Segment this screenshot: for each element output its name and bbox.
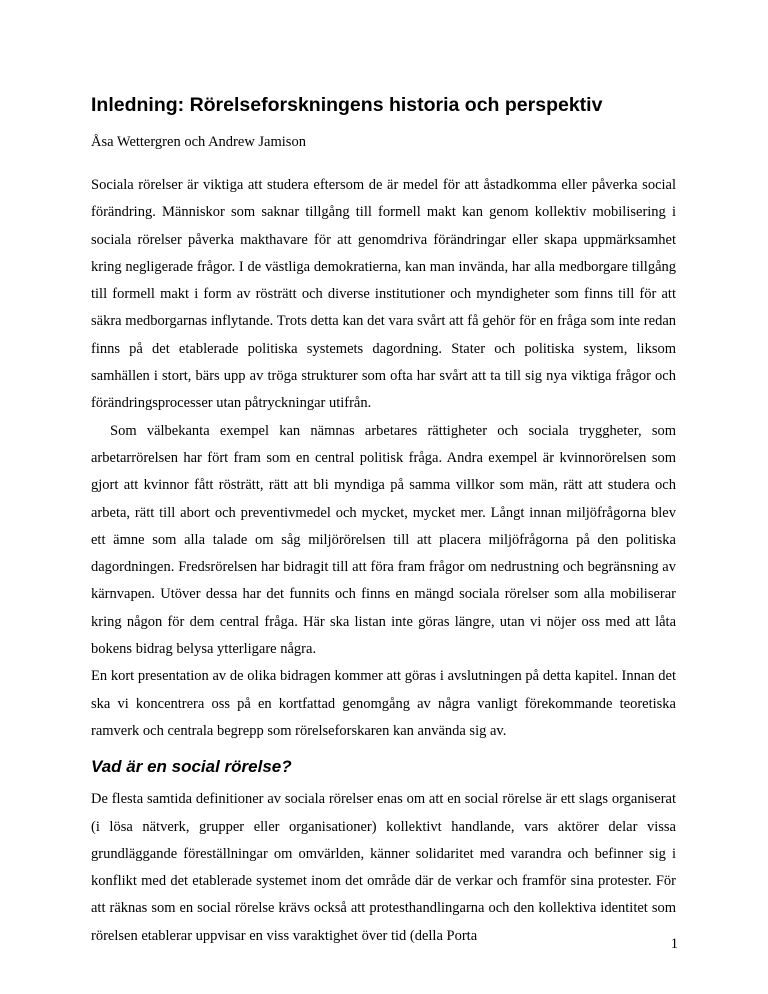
page-number: 1 xyxy=(670,936,678,952)
section-heading: Vad är en social rörelse? xyxy=(91,757,292,777)
intro-paragraph-1: Sociala rörelser är viktiga att studera eftersom de är medel för att åstadkomma eller påverka social förändring. Människor som saknar tillgång till formell makt kan genom kollektiv mobilisering i sociala rörelser påverka makthavare för att genomdriva förändringar eller skapa uppmärksamhet kring negligerade frågor. I de västliga demokratierna, kan man invända, har alla medborgare tillgång till formell makt i form av rösträtt och diverse institutioner och myndigheter som finns till för att säkra medborgarnas inflytande. Trots detta kan det vara svårt att få gehör för en fråga som inte redan finns på det etablerade politiska systemets dagordning. Stater och politiska system, liksom samhällen i stort, bärs upp av tröga strukturer som ofta har svårt att ta till sig nya viktiga frågor och förändringsprocesser utan påtryckningar utifrån. xyxy=(91,177,676,412)
chapter-authors: Åsa Wettergren och Andrew Jamison xyxy=(91,134,306,150)
intro-paragraph-3: En kort presentation av de olika bidragen kommer att göras i avslutningen på detta kapitel. Innan det ska vi koncentrera oss på en kortfattad genomgång av några vanligt förekommande teoretiska ramverk och centrala begrepp som rörelseforskaren kan använda sig av. xyxy=(91,668,676,739)
chapter-title: Inledning: Rörelseforskningens historia och perspektiv xyxy=(91,94,603,116)
intro-paragraph-2: Som välbekanta exempel kan nämnas arbetares rättigheter och sociala tryggheter, som arbetarrörelsen har fört fram som en central politisk fråga. Andra exempel är kvinnorörelsen som gjort att kvinnor fått rösträtt, rätt att bli myndiga på samma villkor som män, rätt att studera och arbeta, rätt till abort och preventivmedel och mycket, mycket mer. Långt innan miljöfrågorna blev ett ämne som alla talade om såg miljörörelsen till att placera miljöfrågorna på den politiska dagordningen. Fredsrörelsen har bidragit till att föra fram frågor om nedrustning och begränsning av kärnvapen. Utöver dessa har det funnits och finns en mängd sociala rörelser som alla mobiliserar kring någon för dem central fråga. Här ska listan inte göras längre, utan vi nöjer oss med att låta bokens bidrag belysa ytterligare några. xyxy=(91,422,676,658)
section-paragraph: De flesta samtida definitioner av sociala rörelser enas om att en social rörelse är ett slags organiserat (i lösa nätverk, grupper eller organisationer) kollektivt handlande, vars aktörer delar vissa grundläggande föreställningar om omvärlden, känner solidaritet med varandra och befinner sig i konflikt med det etablerade systemet inom det område där de verkar och framför sina protester. För att räknas som en social rörelse krävs också att protesthandlingarna och den kollektiva identitet som rörelsen etablerar uppvisar en viss varaktighet över tid (della Porta xyxy=(91,791,676,944)
page-content xyxy=(91,92,676,950)
